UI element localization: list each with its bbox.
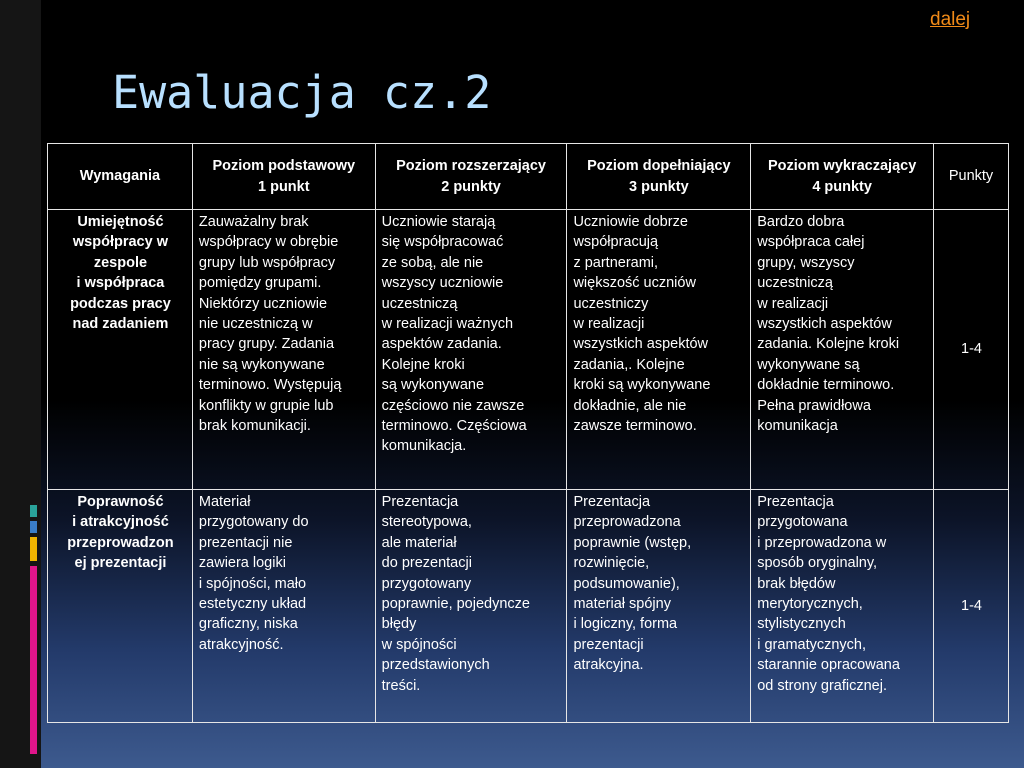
table-row — [48, 210, 1009, 490]
exceeding-level-cell: Bardzo dobra współpraca całej grupy, wszyscy uczestniczą w realizacji wszystkich aspektów zadania. Kolejne kroki wykonywane są dokładnie terminowo. Pełna prawidłowa komunikacja — [751, 210, 934, 490]
requirement-cell: Umiejętność współpracy w zespole i współpraca podczas pracy nad zadaniem — [48, 210, 193, 490]
complementary-level-cell: Uczniowie dobrze współpracują z partnerami, większość uczniów uczestniczy w realizacji wszystkich aspektów zadania,. Kolejne kroki są wykonywane dokładnie, ale nie zawsze terminowo. — [567, 210, 751, 490]
extended-level-cell: Uczniowie starają się współpracować ze sobą, ale nie wszyscy uczniowie uczestniczą w realizacji ważnych aspektów zadania. Kolejne kroki są wykonywane częściowo nie zawsze terminowo. Częściowa komunikacja. — [375, 210, 567, 490]
points-cell: 1-4 — [934, 490, 1009, 723]
decor-stripe-magenta — [30, 566, 37, 754]
header-points: Punkty — [934, 144, 1009, 210]
basic-level-cell: Materiał przygotowany do prezentacji nie zawiera logiki i spójności, mało estetyczny układ graficzny, niska atrakcyjność. — [192, 490, 375, 723]
header-requirements: Wymagania — [48, 144, 193, 210]
header-basic-level: Poziom podstawowy 1 punkt — [192, 144, 375, 210]
header-extended-level: Poziom rozszerzający 2 punkty — [375, 144, 567, 210]
table-header-row — [48, 144, 1009, 210]
table-row — [48, 490, 1009, 723]
next-link[interactable]: dalej — [930, 9, 971, 30]
header-exceeding-level: Poziom wykraczający 4 punkty — [751, 144, 934, 210]
decor-stripe-yellow — [30, 537, 37, 561]
evaluation-table — [47, 143, 1009, 723]
left-decor-bar — [0, 0, 41, 768]
extended-level-cell: Prezentacja stereotypowa, ale materiał do prezentacji przygotowany poprawnie, pojedyncze błędy w spójności przedstawionych treści. — [375, 490, 567, 723]
exceeding-level-cell: Prezentacja przygotowana i przeprowadzona w sposób oryginalny, brak błędów merytorycznych, stylistycznych i gramatycznych, starannie opracowana od strony graficznej. — [751, 490, 934, 723]
requirement-cell: Poprawność i atrakcyjność przeprowadzon ej prezentacji — [48, 490, 193, 723]
decor-stripe-teal — [30, 505, 37, 517]
slide-title: Ewaluacja cz.2 — [112, 66, 492, 119]
points-cell: 1-4 — [934, 210, 1009, 490]
basic-level-cell: Zauważalny brak współpracy w obrębie grupy lub współpracy pomiędzy grupami. Niektórzy uczniowie nie uczestniczą w pracy grupy. Zadania nie są wykonywane terminowo. Występują konflikty w grupie lub brak komunikacji. — [192, 210, 375, 490]
header-complementary-level: Poziom dopełniający 3 punkty — [567, 144, 751, 210]
complementary-level-cell: Prezentacja przeprowadzona poprawnie (wstęp, rozwinięcie, podsumowanie), materiał spójny i logiczny, forma prezentacji atrakcyjna. — [567, 490, 751, 723]
decor-stripe-blue — [30, 521, 37, 533]
